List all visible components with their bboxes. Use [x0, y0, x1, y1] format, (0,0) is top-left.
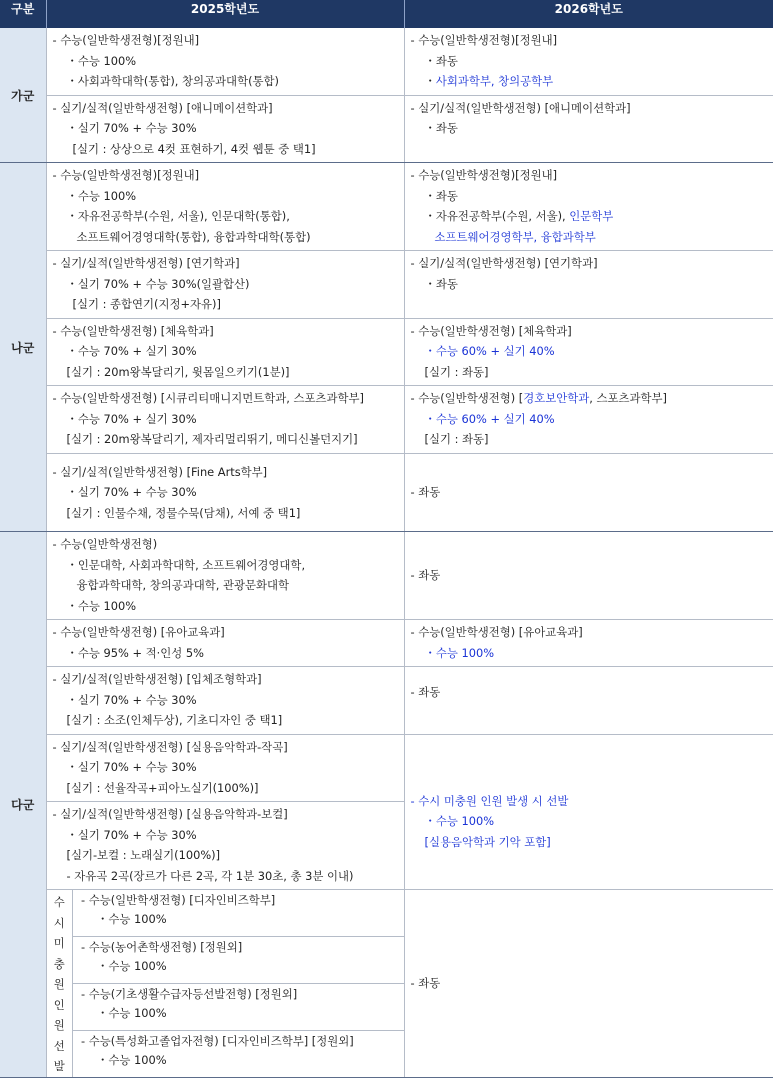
label-char: 인	[53, 997, 65, 1012]
changed-text: ・수능 60% + 실기 40%	[424, 411, 555, 426]
cell-2026	[404, 734, 773, 890]
changed-text: - 수시 미충원 인원 발생 시 선발	[410, 793, 569, 808]
table-row	[0, 734, 773, 802]
sub-group-item	[73, 1030, 404, 1076]
label-char: 선	[53, 1038, 65, 1053]
row-title: - 실기/실적(일반학생전형) [애니메이션학과]	[410, 100, 631, 115]
cell-2025	[46, 532, 404, 620]
row-detail: ・좌동	[424, 121, 458, 135]
sub-group-item	[73, 890, 404, 936]
row-note: [실기 : 상상으로 4컷 표현하기, 4컷 웹툰 중 택1]	[72, 141, 316, 156]
row-detail	[411, 206, 770, 227]
row-note: [실기 : 선율작곡+피아노실기(100%)]	[66, 780, 259, 795]
row-title: - 실기/실적(일반학생전형) [실용음악학과-작곡]	[52, 739, 288, 754]
row-title: - 실기/실적(일반학생전형) [Fine Arts학부]	[52, 464, 268, 479]
row-title: - 수능(농어촌학생전형) [정원외]	[81, 939, 243, 954]
row-title: - 수능(일반학생전형) [체육학과]	[52, 323, 214, 338]
table-row	[0, 95, 773, 163]
row-note: [실기 : 좌동]	[424, 364, 489, 379]
group-label-na: 나군	[0, 163, 46, 532]
cell-2025	[46, 667, 404, 735]
cell-2026	[404, 620, 773, 667]
row-title: - 수능(특성화고졸업자전형) [디자인비즈학부] [정원외]	[81, 1033, 354, 1048]
row-title: - 실기/실적(일반학생전형) [입체조형학과]	[52, 672, 262, 686]
table-row	[0, 890, 773, 1078]
row-detail: ・수능 70% + 실기 30%	[66, 411, 197, 426]
label-char: 시	[53, 915, 65, 930]
cell-2026	[404, 890, 773, 1078]
changed-text: ・수능 60% + 실기 40%	[424, 344, 555, 358]
header-2025: 2025학년도	[46, 0, 404, 28]
cell-2025	[46, 386, 404, 454]
label-char: 원	[53, 1018, 65, 1032]
row-detail: ・좌동	[424, 53, 458, 68]
row-detail: ・실기 70% + 수능 30%	[66, 121, 197, 135]
header-2026: 2026학년도	[404, 0, 773, 28]
sub-group-table	[47, 890, 404, 1077]
label-char: 발	[53, 1059, 65, 1073]
row-note: [실기-보컬 : 노래실기(100%)]	[66, 848, 221, 862]
cell-2026	[404, 28, 773, 95]
row-note: [실기 : 좌동]	[424, 432, 489, 446]
row-title: - 수능(기초생활수급자등선발전형) [정원외]	[81, 986, 298, 1001]
table-row	[0, 318, 773, 386]
row-title: - 수능(일반학생전형) [유아교육과]	[52, 625, 225, 639]
row-detail: ・수능 100%	[66, 53, 137, 68]
header-group: 구분	[0, 0, 46, 28]
cell-2026	[404, 163, 773, 251]
cell-2025	[46, 28, 404, 95]
cell-2025	[46, 318, 404, 386]
row-detail: ・자유전공학부(수원, 서울), 인문대학(통합),	[66, 209, 290, 223]
row-title: - 수능(일반학생전형) [시큐리티매니지먼트학과, 스포츠과학부]	[52, 391, 364, 405]
row-title: - 수능(일반학생전형)[정원내]	[410, 168, 558, 182]
row-detail: ・좌동	[424, 188, 458, 203]
row-title: - 수능(일반학생전형)[정원내]	[52, 33, 200, 47]
row-detail: ・인문대학, 사회과학대학, 소프트웨어경영대학,	[66, 557, 306, 572]
label-char: 수	[53, 895, 65, 909]
row-title: - 수능(일반학생전형) [디자인비즈학부]	[81, 893, 276, 907]
row-note: [실기 : 인물수채, 정물수묵(담채), 서예 중 택1]	[66, 505, 301, 520]
table-row	[0, 251, 773, 319]
table-row	[0, 163, 773, 251]
changed-text: 경호보안학과	[523, 391, 590, 405]
cell-2025	[46, 95, 404, 163]
row-title: - 실기/실적(일반학생전형) [애니메이션학과]	[52, 100, 273, 115]
row-title: - 좌동	[410, 484, 441, 499]
row-detail	[411, 71, 770, 92]
row-detail: ・수능 100%	[66, 598, 137, 613]
table-row	[0, 532, 773, 620]
table-row	[0, 28, 773, 95]
cell-2026	[404, 386, 773, 454]
changed-text: ・수능 100%	[424, 814, 495, 828]
table-row	[0, 667, 773, 735]
row-title: - 수능(일반학생전형) [유아교육과]	[410, 625, 583, 639]
label-char: 충	[53, 956, 65, 971]
row-detail: ・수능 100%	[97, 1052, 167, 1067]
cell-2025	[46, 890, 404, 1078]
row-note: [실기 : 20m왕복달리기, 제자리멀리뛰기, 메디신볼던지기]	[66, 432, 358, 446]
row-detail: ・수능 100%	[97, 1005, 167, 1020]
bullet: ・	[424, 74, 436, 88]
row-title: - 수능(일반학생전형)[정원내]	[410, 33, 558, 47]
row-title: - 좌동	[410, 975, 441, 990]
row-title: - 실기/실적(일반학생전형) [연기학과]	[410, 256, 598, 270]
row-note: - 자유곡 2곡(장르가 다른 2곡, 각 1분 30초, 총 3분 이내)	[66, 868, 354, 883]
cell-2025	[46, 734, 404, 802]
row-note: [실기 : 종합연기(지정+자유)]	[72, 297, 221, 311]
row-title: - 좌동	[410, 567, 441, 582]
row-detail: 융합과학대학, 창의공과대학, 관광문화대학	[76, 578, 290, 592]
row-note: [실기 : 20m왕복달리기, 윗몸일으키기(1분)]	[66, 364, 290, 379]
table-row	[0, 453, 773, 532]
changed-text: ・수능 100%	[424, 645, 495, 660]
cell-2026	[404, 95, 773, 163]
table-row	[0, 620, 773, 667]
row-title: - 좌동	[410, 685, 441, 699]
cell-2026	[404, 532, 773, 620]
row-detail: ・좌동	[424, 276, 458, 291]
changed-text: [실용음악학과 기악 포함]	[424, 834, 551, 849]
row-title: - 수능(일반학생전형) [체육학과]	[410, 323, 572, 338]
row-detail: ・실기 70% + 수능 30%	[66, 692, 197, 707]
table-row	[0, 386, 773, 454]
row-detail: ・실기 70% + 수능 30%(일괄합산)	[66, 276, 250, 291]
cell-2026	[404, 318, 773, 386]
cell-2026	[404, 251, 773, 319]
label-char: 원	[53, 977, 65, 991]
changed-text: 인문학부	[569, 209, 614, 223]
sub-group-item	[73, 936, 404, 983]
row-detail: ・수능 95% + 적·인성 5%	[66, 645, 204, 660]
row-title: - 실기/실적(일반학생전형) [실용음악학과-보컬]	[52, 807, 288, 821]
cell-2025	[46, 802, 404, 890]
cell-2026	[404, 667, 773, 735]
unchanged-text: - 수능(일반학생전형) [	[410, 391, 524, 405]
row-title	[411, 388, 770, 409]
row-title: - 수능(일반학생전형)[정원내]	[52, 168, 200, 182]
table-header-row	[0, 0, 773, 28]
group-label-ga: 가군	[0, 28, 46, 163]
group-label-da: 다군	[0, 532, 46, 1078]
row-detail: ・실기 70% + 수능 30%	[66, 827, 197, 842]
cell-2026	[404, 453, 773, 532]
row-detail: ・수능 70% + 실기 30%	[66, 344, 197, 358]
sub-group-item	[73, 983, 404, 1030]
unchanged-text: , 스포츠과학부]	[589, 391, 667, 405]
row-note: [실기 : 소조(인체두상), 기초디자인 중 택1]	[66, 713, 283, 727]
row-detail: ・실기 70% + 수능 30%	[66, 760, 197, 774]
row-title: - 수능(일반학생전형)	[52, 537, 158, 551]
cell-2025	[46, 163, 404, 251]
row-detail: ・실기 70% + 수능 30%	[66, 485, 197, 499]
row-detail: ・사회과학대학(통합), 창의공과대학(통합)	[66, 74, 279, 88]
sub-group-label	[47, 890, 73, 1077]
changed-text: 사회과학부, 창의공학부	[435, 74, 554, 88]
cell-2025	[46, 620, 404, 667]
cell-2025	[46, 251, 404, 319]
label-char: 미	[53, 936, 65, 950]
row-detail: 소프트웨어경영대학(통합), 융합과학대학(통합)	[76, 229, 311, 244]
row-detail: ・수능 100%	[97, 958, 167, 973]
cell-2025	[46, 453, 404, 532]
row-detail: ・수능 100%	[66, 188, 137, 203]
changed-text: 소프트웨어경영학부, 융합과학부	[434, 229, 596, 244]
row-detail: ・수능 100%	[97, 912, 167, 926]
row-title: - 실기/실적(일반학생전형) [연기학과]	[52, 256, 240, 270]
unchanged-text: ・자유전공학부(수원, 서울),	[424, 209, 570, 223]
